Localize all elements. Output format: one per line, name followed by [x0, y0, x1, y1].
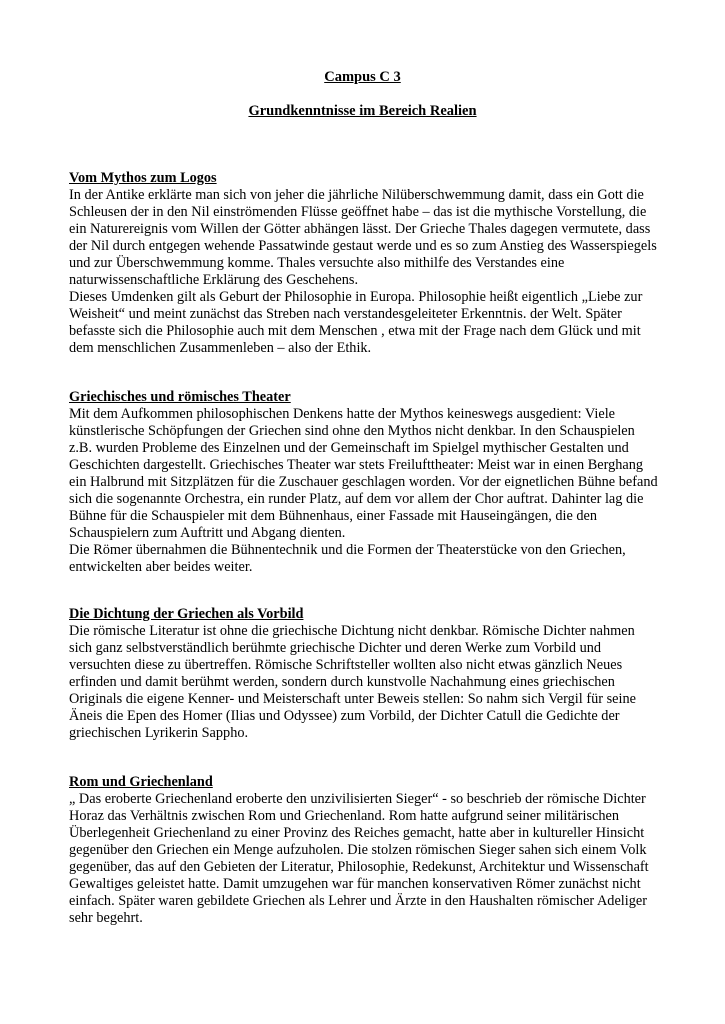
- section-paragraph: In der Antike erklärte man sich von jeher die jährliche Nilüberschwemmung damit, dass ein Gott die Schleusen der in den Nil einströmenden Flüsse geöffnet habe – das ist die mythische Vorstellung, die ein Naturereignis vom Willen der Götter abhängen lässt. Der Grieche Thales dagegen vermutete, dass der Nil durch entgegen wehende Passatwinde gestaut werde und es so zum Anstieg des Wasserspiegels und zur Überschwemmung komme. Thales versuchte also mithilfe des Verstandes eine naturwissenschaftliche Erklärung des Geschehens.: [69, 187, 657, 288]
- section-vom-mythos-zum-logos: [69, 170, 659, 357]
- section-heading: Rom und Griechenland: [69, 774, 213, 790]
- section-rom-und-griechenland: [69, 774, 659, 927]
- section-paragraph: Die römische Literatur ist ohne die griechische Dichtung nicht denkbar. Römische Dichter nahmen sich ganz selbstverständlich berühmte griechische Dichter und deren Werke zum Vorbild und versuchten diese zu übertreffen. Römische Schriftsteller wollten also nicht etwas gänzlich Neues erfinden und damit berühmt werden, sondern durch kunstvolle Nachahmung eines griechischen Originals die eigene Kenner- und Meisterschaft unter Beweis stellen: So nahm sich Vergil für seine Äneis die Epen des Homer (Ilias und Odyssee) zum Vorbild, der Dichter Catull die Gedichte der griechischen Lyrikerin Sappho.: [69, 623, 636, 741]
- section-heading: Vom Mythos zum Logos: [69, 170, 217, 186]
- section-dichtung-der-griechen: [69, 606, 659, 742]
- section-paragraph: Mit dem Aufkommen philosophischen Denkens hatte der Mythos keineswegs ausgedient: Viele künstlerische Schöpfungen der Griechen sind ohne den Mythos nicht denkbar. In den Schauspielen z.B. wurden Probleme des Einzelnen und der Gemeinschaft im Spielgel mythischer Gestalten und Geschichten dargestellt. Griechisches Theater war stets Freilufttheater: Meist war in einen Berghang ein Halbrund mit Sitzplätzen für die Zuschauer geschlagen worden. Vor der eignetlichen Bühne befand sich die sogenannte Orchestra, ein runder Platz, auf dem vor allem der Chor auftrat. Dahinter lag die Bühne für die Schauspieler mit dem Bühnenhaus, einer Fassade mit Hauseingängen, die den Schauspielern zum Auftritt und Abgang dienten.: [69, 406, 658, 541]
- section-griechisches-und-roemisches-theater: [69, 389, 659, 576]
- section-heading: Die Dichtung der Griechen als Vorbild: [69, 606, 304, 622]
- section-heading: Griechisches und römisches Theater: [69, 389, 291, 405]
- document-title: Campus C 3: [324, 69, 401, 85]
- section-paragraph: „ Das eroberte Griechenland eroberte den unzivilisierten Sieger“ - so beschrieb der römische Dichter Horaz das Verhältnis zwischen Rom und Griechenland. Rom hatte aufgrund seiner militärischen Überlegenheit Griechenland zu einer Provinz des Reiches gemacht, hatte aber in kultureller Hinsicht gegenüber den Griechen ein Menge aufzuholen. Die stolzen römischen Sieger sahen sich einem Volk gegenüber, das auf den Gebieten der Literatur, Philosophie, Redekunst, Architektur und Wissenschaft Gewaltiges geleistet hatte. Damit umzugehen war für manchen konservativen Römer zunächst nicht einfach. Später waren gebildete Griechen als Lehrer und Ärzte in den Haushalten römischer Adeliger sehr begehrt.: [69, 791, 649, 926]
- section-paragraph: Dieses Umdenken gilt als Geburt der Philosophie in Europa. Philosophie heißt eigentlich „Liebe zur Weisheit“ und meint zunächst das Streben nach verstandesgeleiteter Erkenntnis. der Welt. Später befasste sich die Philosophie auch mit dem Menschen , etwa mit der Frage nach dem Glück und mit dem menschlichen Zusammenleben – also der Ethik.: [69, 289, 643, 356]
- section-paragraph: Die Römer übernahmen die Bühnentechnik und die Formen der Theaterstücke von den Griechen, entwickelten aber beides weiter.: [69, 542, 626, 575]
- document-subtitle: Grundkenntnisse im Bereich Realien: [248, 103, 477, 119]
